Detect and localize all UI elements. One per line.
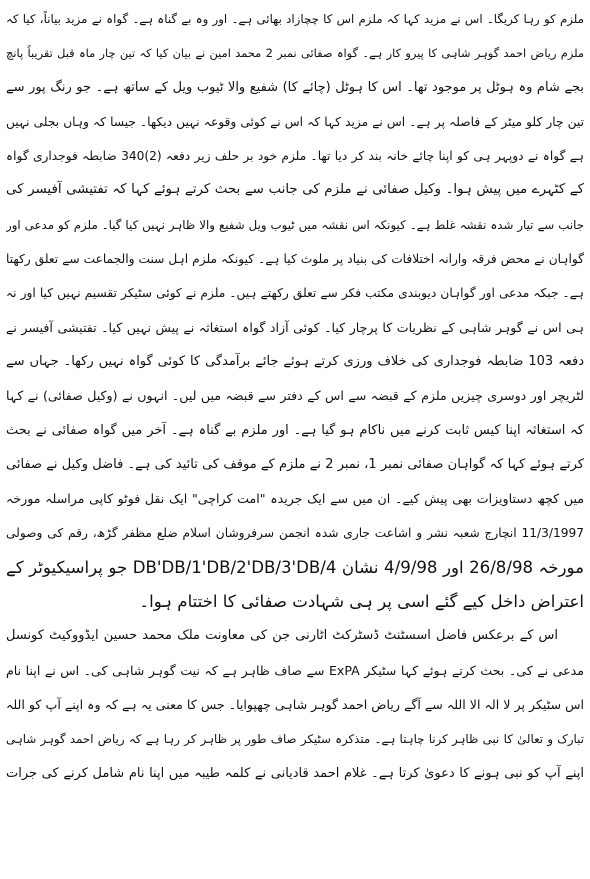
text-line: ہی اس نے گوہر شاہی کے نظریات کا پرچار کیا۔ کوئی آزاد گواہ استغاثہ نے پیش نہیں کیا۔ تفتیشی آفیسر نے — [6, 319, 584, 335]
paragraph-defense-evidence — [6, 2, 584, 619]
text-line: کے کٹہرے میں پیش ہوا۔ وکیل صفائی نے ملزم کی جانب سے بحث کرتے ہوئے کہا کہ تفتیشی آفیسر کی — [6, 182, 584, 198]
text-line: جانب سے تیار شدہ نقشہ غلط ہے۔ کیونکہ اس نقشہ میں ٹیوب ویل شفیع والا ظاہر نہیں کیا گیا۔ ملزم کو مدعی اور — [6, 217, 584, 232]
text-line: بجے شام وہ ہوٹل پر موجود تھا۔ اس کا ہوٹل (چائے کا) شفیع والا ٹیوب ویل کے ساتھ ہے۔ جو رنگ پور سے — [6, 79, 584, 95]
text-line: تین چار کلو میٹر کے فاصلہ پر ہے۔ اس نے مزید کہا کہ اس نے کوئی وقوعہ نہیں دیکھا۔ جیسا کہ وہاں بجلی نہیں — [6, 114, 584, 129]
text-line: کہ استغاثہ اپنا کیس ثابت کرنے میں ناکام ہو گیا ہے۔ اور ملزم بے گناہ ہے۔ آخر میں گواہ صفائی نے بحث — [6, 422, 584, 438]
text-line: 11/3/1997 انچارج شعبہ نشر و اشاعت جاری شدہ انجمن سرفروشان اسلام ضلع مظفر گڑھ، رقم کی وصولی — [6, 526, 584, 541]
text-line: اپنے آپ کو نبی ہونے کا دعویٰ کرتا ہے۔ غلام احمد قادیانی نے کلمہ طیبہ میں اپنا نام شامل کرنے کی جرات — [6, 765, 584, 781]
text-line: ملزم ریاض احمد گوہر شاہی کا پیرو کار ہے۔ گواہ صفائی نمبر 2 محمد امین نے بیان کیا کہ تین چار ماہ قبل تقریباً پانچ — [6, 46, 584, 61]
text-line: تبارک و تعالیٰ کا نبی ظاہر کرنا چاہتا ہے۔ متذکرہ سٹیکر صاف طور پر ظاہر کر رہا ہے کہ ریاض احمد گوہر شاہی — [6, 732, 584, 747]
text-line: ہے گواہ نے دوپہر ہی کو اپنا چائے خانہ بند کر دیا تھا۔ ملزم خود بر حلف زیر دفعہ (2)340 ضابطہ فوجداری گواہ — [6, 149, 584, 164]
text-line: گواہان نے محض فرقہ وارانہ اختلافات کی بنیاد پر ملوث کیا ہے۔ کیونکہ ملزم اہل سنت والجماعت سے تعلق رکھتا — [6, 252, 584, 267]
text-line: اس سٹیکر پر لا الہ الا اللہ سے آگے ریاض احمد گوہر شاہی چھپوایا۔ جس کا معنی یہ ہے کہ وہ اپنے آپ کو اللہ — [6, 696, 584, 712]
text-line: دفعہ 103 ضابطہ فوجداری کی خلاف ورزی کرتے ہوئے جائے برآمدگی کا کوئی گواہ نہیں رکھا۔ جہاں سے — [6, 353, 584, 369]
text-line: اس کے برعکس فاضل اسسٹنٹ ڈسٹرکٹ اٹارنی جن کی معاونت ملک محمد حسین ایڈووکیٹ کونسل — [6, 628, 558, 644]
text-line: لٹریچر اور دوسری چیزیں ملزم کے قبضہ سے اس کے دفتر سے قبضہ میں لیں۔ انہوں نے (وکیل صفائی) نے کہا — [6, 388, 584, 404]
paragraph-prosecution-argument — [6, 619, 584, 790]
document-page — [6, 2, 584, 877]
text-line: میں کچھ دستاویزات بھی پیش کیے۔ ان میں سے ایک جریدہ "امت کراچی" ایک نقل فوٹو کاپی مراسلہ مورخہ — [6, 491, 584, 507]
text-line: ملزم کو رہا کریگا۔ اس نے مزید کہا کہ ملزم اس کا چچازاد بھائی ہے۔ اور وہ بے گناہ ہے۔ گواہ نے مزید بیاناً، کیا کہ — [6, 12, 584, 26]
text-line: اعتراض داخل کیے گئے اسی پر ہی شہادت صفائی کا اختتام ہوا۔ — [139, 592, 584, 612]
text-line: مورخہ 26/8/98 اور 4/9/98 نشان DB'DB/1'DB/2'DB/3'DB/4 جو پراسیکیوٹر کے — [6, 557, 584, 577]
text-line: ہے۔ جبکہ مدعی اور گواہان دیوبندی مکتب فکر سے تعلق رکھتے ہیں۔ ملزم نے کوئی سٹیکر تقسیم نہیں کیا اور نہ — [6, 286, 584, 301]
text-line: کرتے ہوئے کہا کہ گواہان صفائی نمبر 1، نمبر 2 نے ملزم کے موقف کی تائید کی ہے۔ فاضل وکیل نے صفائی — [6, 456, 584, 472]
text-line: مدعی نے کی۔ بحث کرتے ہوئے کہا سٹیکر ExPA سے صاف ظاہر ہے کہ نیت گوہر شاہی کی۔ اس نے اپنا نام — [6, 662, 584, 678]
